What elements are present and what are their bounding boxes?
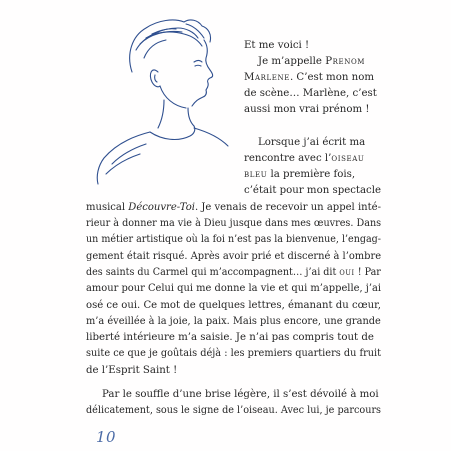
text-line: [86, 347, 381, 360]
text-span: Par le souffle d’une brise légère, il s’est dévoilé à moi: [102, 389, 379, 400]
text-span: un métier artistique où la foi n’est pas la bienvenue, l’engag-: [86, 234, 381, 245]
text-line: [86, 250, 381, 263]
text-line: [86, 233, 381, 246]
text-span: liberté intérieure m’a saisie. Je n’ai pas compris tout de: [86, 332, 374, 343]
text-span: de scène… Marlène, c’est: [244, 88, 377, 99]
text-line: [86, 282, 381, 295]
text-span: Et me voici !: [244, 40, 310, 51]
text-span: aussi mon vrai prénom !: [244, 104, 370, 115]
text-line: [86, 217, 381, 230]
text-span: de l’Esprit Saint !: [86, 365, 178, 376]
text-span: . C’est mon nom: [289, 72, 374, 83]
text-span: osé ce oui. Ce mot de quelques lettres, émanant du cœur,: [86, 300, 382, 311]
collar-stroke: [150, 126, 195, 139]
text-line: [86, 299, 381, 312]
text-line: [86, 266, 381, 279]
ear-stroke: [150, 70, 160, 87]
eye-stroke: [195, 65, 201, 66]
text-line: [244, 39, 309, 52]
page-number: 10: [96, 428, 117, 446]
text-span: . Je venais de recevoir un appel inté-: [194, 202, 381, 213]
text-span: amour pour Celui qui me donne la vie et qui m’appelle, j’ai: [86, 283, 382, 294]
text-line: [86, 331, 374, 344]
text-span: c’était pour mon spectacle: [244, 185, 382, 196]
ear-stroke: [155, 75, 157, 82]
small-caps-name: Marlene: [244, 72, 290, 83]
text-line: [244, 71, 374, 84]
small-caps-name: Prenom: [325, 56, 366, 67]
text-span: ! Par: [354, 267, 381, 278]
face-profile: [192, 40, 213, 106]
text-line: [244, 184, 381, 197]
text-span: Je m’appelle: [258, 56, 326, 67]
text-line: [86, 364, 177, 377]
shoulder-stroke: [112, 144, 146, 164]
text-span: rieur à donner ma vie à Dieu jusque dans mes œuvres. Dans: [86, 218, 382, 229]
neck-stroke: [188, 108, 194, 126]
text-span: la première fois,: [267, 169, 356, 180]
text-line: [86, 315, 381, 328]
small-caps-word: bleu: [244, 169, 268, 180]
text-line: [258, 55, 365, 68]
text-span: délicatement, sous le signe de l’oiseau. Avec lui, je parcours: [86, 405, 382, 416]
portrait-illustration-icon: [86, 14, 236, 196]
italic-title: Découvre-Toi: [128, 202, 195, 213]
shoulder-stroke: [97, 132, 150, 184]
text-line: [244, 168, 355, 181]
text-span: gement était risqué. Après avoir prié et discerné à l’ombre: [86, 251, 382, 262]
text-span: m’a éveillée à la joie, la paix. Mais plus encore, une grande: [86, 316, 381, 327]
shoulder-stroke: [106, 154, 140, 174]
text-line: [102, 388, 379, 401]
text-line: [244, 152, 364, 165]
text-line: [86, 404, 381, 417]
text-line: [244, 103, 369, 116]
hair-stroke: [144, 40, 166, 58]
text-span: des saints du Carmel qui m’accompagnent… j’ai dit: [86, 267, 340, 278]
text-span: musical: [86, 202, 129, 213]
eye-stroke: [194, 61, 202, 63]
small-caps-word: oui: [339, 267, 355, 278]
neck-stroke: [158, 100, 164, 128]
text-span: suite ce que je goûtais déjà : les premiers quartiers du fruit: [86, 348, 382, 359]
hair-stroke: [146, 32, 202, 46]
hair-stroke: [130, 20, 211, 72]
text-span: Lorsque j’ai écrit ma: [258, 137, 366, 148]
shoulder-stroke: [194, 128, 228, 146]
small-caps-word: oiseau: [331, 153, 365, 164]
text-line: [244, 87, 377, 100]
text-line: [258, 136, 365, 149]
text-span: rencontre avec l’: [244, 153, 332, 164]
text-line: [86, 201, 381, 214]
